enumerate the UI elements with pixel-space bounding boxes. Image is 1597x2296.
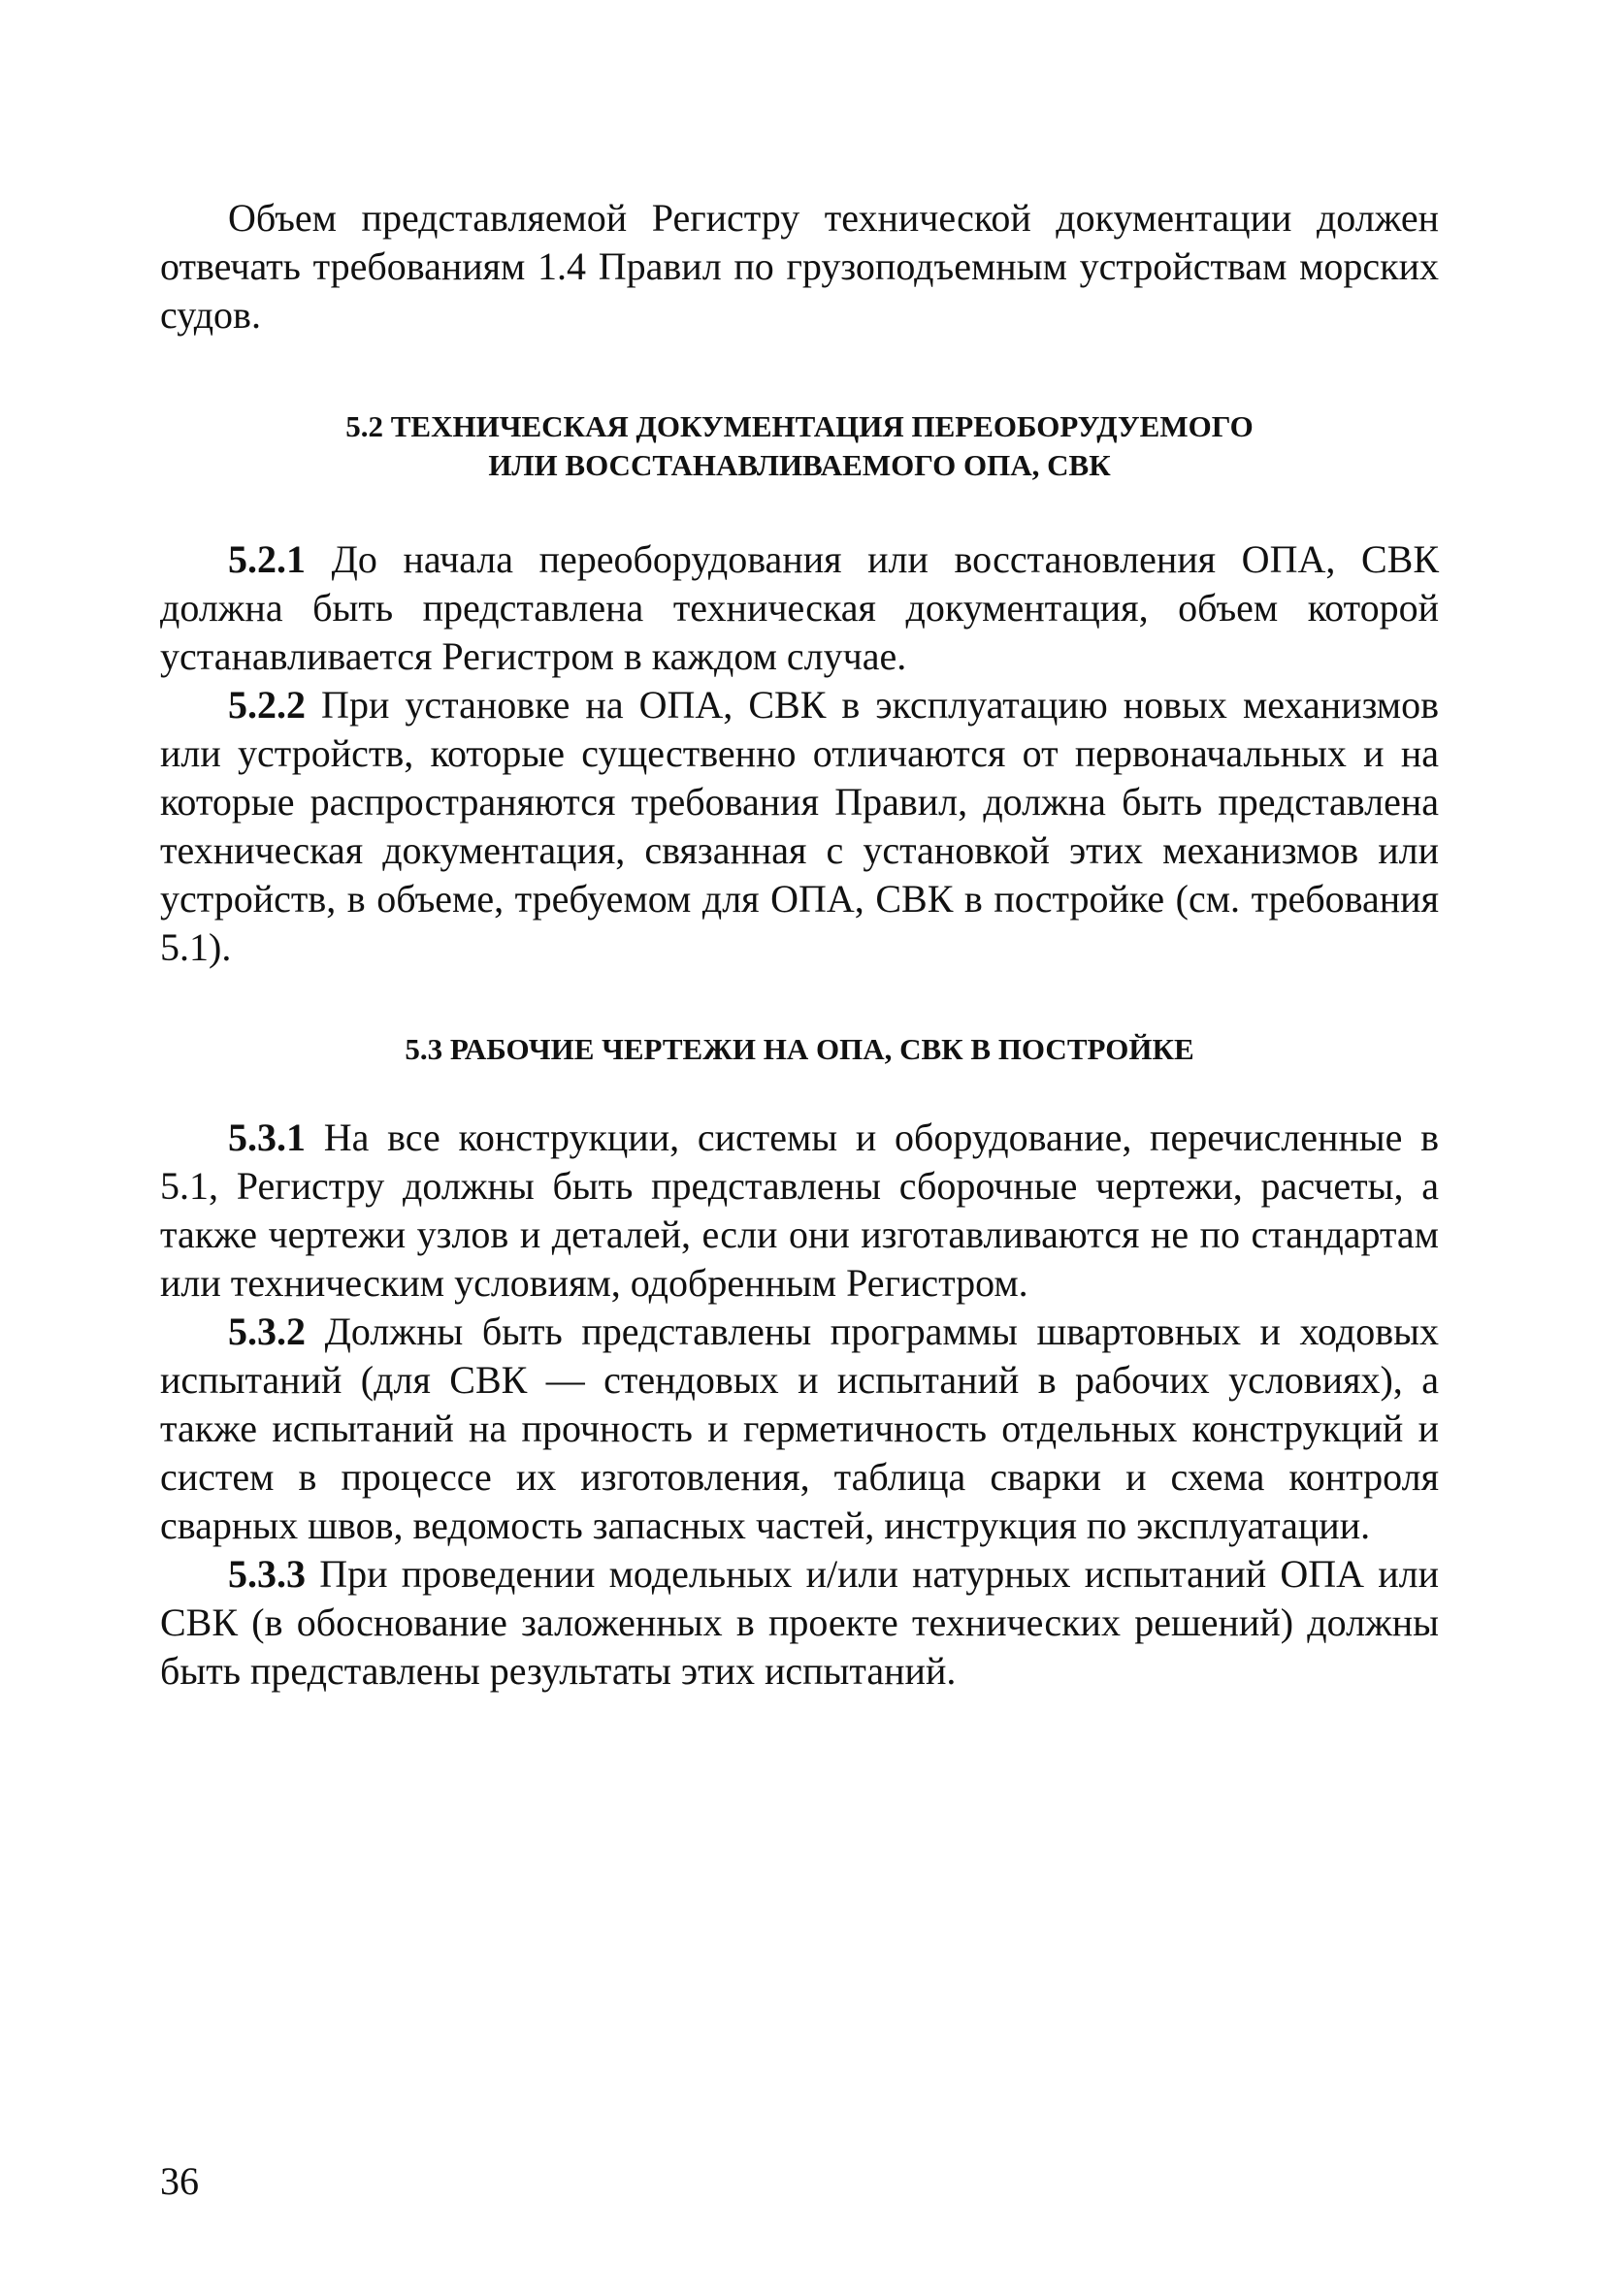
paragraph-number: 5.2.1 — [228, 537, 306, 581]
paragraph-number: 5.2.2 — [228, 683, 306, 727]
section-5-2-heading-line2: ИЛИ ВОССТАНАВЛИВАЕМОГО ОПА, СВК — [488, 448, 1111, 482]
intro-paragraph: Объем представляемой Регистру технической документации должен отвечать требованиям 1.4 Правил по грузоподъемным устройствам морских судов. — [160, 196, 1439, 337]
paragraph-number: 5.3.2 — [228, 1310, 306, 1353]
intro-text-block — [160, 194, 1439, 340]
paragraph-number: 5.3.1 — [228, 1116, 306, 1159]
paragraph-5-2-1 — [160, 535, 1439, 681]
paragraph-text: Должны быть представлены программы швартовных и ходовых испытаний (для СВК — стендовых и испытаний в рабочих условиях), а также испытаний на прочность и герметичность отдельных конструкций и систем в процессе их изготовления, таблица сварки и схема контроля сварных швов, ведомость запасных частей, инструкция по эксплуатации. — [160, 1310, 1439, 1547]
section-5-3-heading-line: 5.3 РАБОЧИЕ ЧЕРТЕЖИ НА ОПА, СВК В ПОСТРОЙКЕ — [405, 1032, 1194, 1066]
section-5-3-heading — [160, 1030, 1439, 1069]
section-5-2-heading-line1: 5.2 ТЕХНИЧЕСКАЯ ДОКУМЕНТАЦИЯ ПЕРЕОБОРУДУЕМОГО — [345, 409, 1254, 443]
paragraph-5-3-1 — [160, 1114, 1439, 1308]
paragraph-5-2-2 — [160, 681, 1439, 972]
paragraph-number: 5.3.3 — [228, 1552, 306, 1596]
section-5-3-body — [160, 1114, 1439, 1696]
paragraph-text: На все конструкции, системы и оборудование, перечисленные в 5.1, Регистру должны быть представлены сборочные чертежи, расчеты, а также чертежи узлов и деталей, если они изготавливаются не по стандартам или техническим условиям, одобренным Регистром. — [160, 1116, 1439, 1305]
page-number: 36 — [160, 2159, 199, 2203]
paragraph-5-3-3 — [160, 1550, 1439, 1696]
paragraph-5-3-2 — [160, 1308, 1439, 1550]
paragraph-text: При проведении модельных и/или натурных испытаний ОПА или СВК (в обоснование заложенных в проекте технических решений) должны быть представлены результаты этих испытаний. — [160, 1552, 1439, 1693]
section-5-2-heading — [160, 407, 1439, 485]
paragraph-text: При установке на ОПА, СВК в эксплуатацию новых механизмов или устройств, которые существенно отличаются от первоначальных и на которые распространяются требования Правил, должна быть представлена техническая документация, связанная с установкой этих механизмов или устройств, в объеме, требуемом для ОПА, СВК в постройке (см. требования 5.1). — [160, 683, 1439, 969]
section-5-2-body — [160, 535, 1439, 972]
paragraph-text: До начала переоборудования или восстановления ОПА, СВК должна быть представлена техническая документация, объем которой устанавливается Регистром в каждом случае. — [160, 537, 1439, 678]
